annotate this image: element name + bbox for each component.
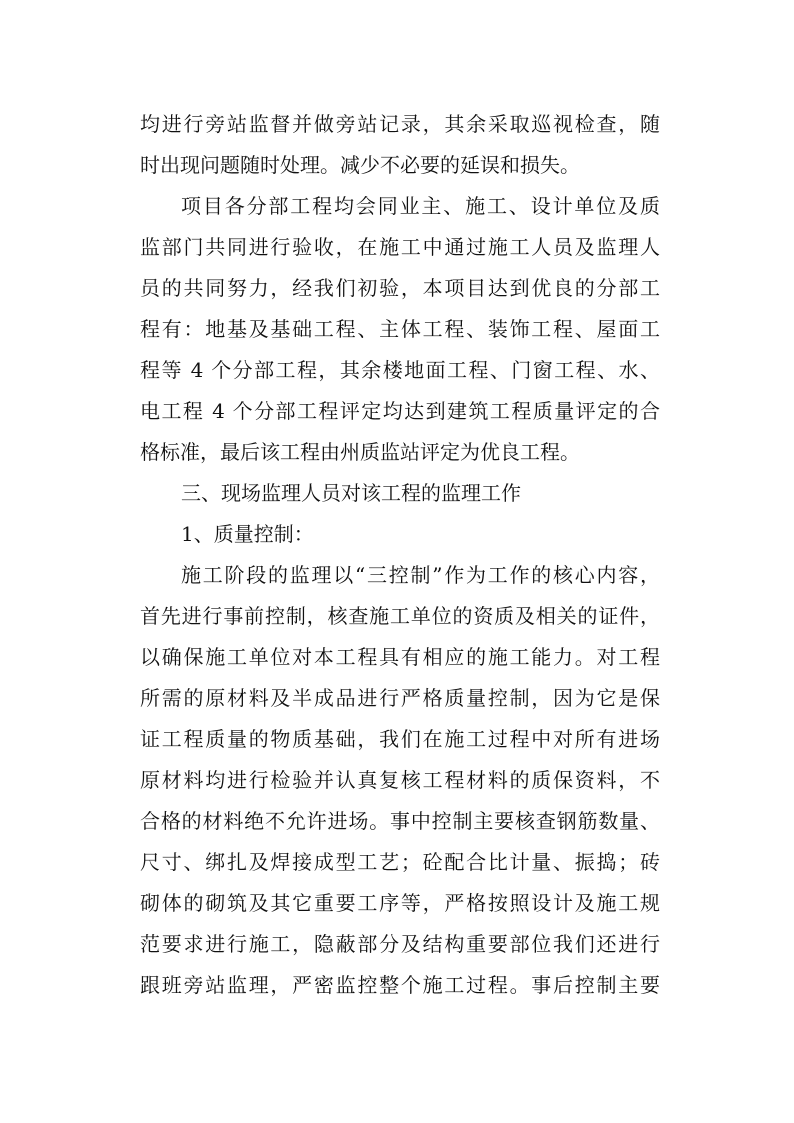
text-line: 原材料均进行检验并认真复核工程材料的质保资料，不 [140, 768, 660, 792]
text-line: 三、现场监理人员对该工程的监理工作 [181, 481, 521, 505]
text-line: 均进行旁站监督并做旁站记录，其余采取巡视检查，随 [140, 112, 660, 136]
text-line: 范要求进行施工，隐蔽部分及结构重要部位我们还进行 [140, 932, 660, 956]
text-line: 跟班旁站监理，严密监控整个施工过程。事后控制主要 [140, 973, 660, 997]
text-line: 证工程质量的物质基础，我们在施工过程中对所有进场 [140, 727, 660, 751]
text-line: 合格的材料绝不允许进场。事中控制主要核查钢筋数量、 [140, 809, 660, 833]
text-line: 监部门共同进行验收，在施工中通过施工人员及监理人 [140, 235, 660, 259]
text-line: 施工阶段的监理以“三控制”作为工作的核心内容， [181, 563, 660, 587]
text-line: 首先进行事前控制，核查施工单位的资质及相关的证件， [140, 604, 660, 628]
text-line: 电工程 4 个分部工程评定均达到建筑工程质量评定的合 [140, 399, 660, 423]
text-line: 1、质量控制： [181, 522, 314, 546]
text-line: 砌体的砌筑及其它重要工序等，严格按照设计及施工规 [140, 891, 660, 915]
text-line: 程有：地基及基础工程、主体工程、装饰工程、屋面工 [140, 317, 660, 341]
text-line: 尺寸、绑扎及焊接成型工艺；砼配合比计量、振捣；砖 [140, 850, 660, 874]
text-line: 程等 4 个分部工程，其余楼地面工程、门窗工程、水、 [140, 358, 660, 382]
text-line: 员的共同努力，经我们初验，本项目达到优良的分部工 [140, 276, 660, 300]
text-line: 以确保施工单位对本工程具有相应的施工能力。对工程 [140, 645, 660, 669]
text-line: 时出现问题随时处理。减少不必要的延误和损失。 [140, 153, 580, 177]
text-line: 格标准，最后该工程由州质监站评定为优良工程。 [140, 440, 580, 464]
body-text [140, 104, 660, 1006]
text-line: 所需的原材料及半成品进行严格质量控制，因为它是保 [140, 686, 660, 710]
text-line: 项目各分部工程均会同业主、施工、设计单位及质 [181, 194, 660, 218]
